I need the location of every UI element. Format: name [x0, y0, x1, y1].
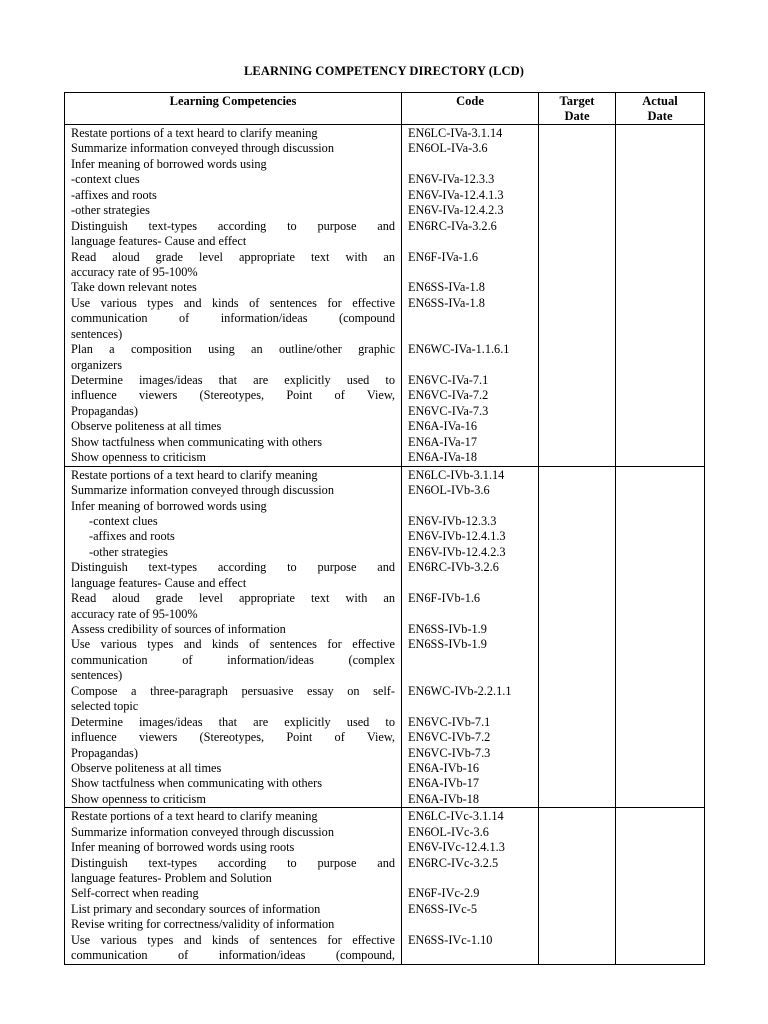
competency-code: EN6RC-IVc-3.2.5 [408, 855, 499, 870]
competency-code [408, 499, 532, 514]
competency-code [408, 327, 532, 342]
target-date-cell [539, 808, 616, 964]
competency-code [408, 576, 532, 591]
competency-line: -context clues [71, 172, 140, 187]
header-target-line-2: Date [564, 109, 590, 123]
learning-competency-table [64, 92, 704, 965]
target-date-cell [539, 466, 616, 808]
competency-code: EN6VC-IVb-7.1 [408, 714, 491, 729]
competency-code: EN6VC-IVa-7.2 [408, 388, 489, 403]
competency-code [408, 653, 532, 668]
competency-line: Determine images/ideas that are explicitly used to [71, 714, 395, 729]
code-cell [402, 466, 539, 808]
competency-line: Distinguish text-types according to purpose and [71, 560, 395, 575]
section-row [65, 466, 705, 808]
competency-code: EN6V-IVa-12.3.3 [408, 172, 495, 187]
competency-code: EN6SS-IVa-1.8 [408, 295, 485, 310]
section-row [65, 125, 705, 467]
competency-code: EN6SS-IVc-1.10 [408, 932, 493, 947]
competency-line: Read aloud grade level appropriate text with an [71, 249, 395, 264]
competencies-cell [65, 466, 402, 808]
competency-code: EN6V-IVb-12.4.2.3 [408, 544, 506, 559]
competency-line: Restate portions of a text heard to clarify meaning [71, 809, 318, 824]
competency-line: Plan a composition using an outline/other graphic [71, 342, 395, 357]
competency-line: communication of information/ideas (complex [71, 652, 395, 667]
competency-code: EN6V-IVa-12.4.1.3 [408, 187, 504, 202]
competency-line: Infer meaning of borrowed words using roots [71, 840, 295, 855]
competency-line: Use various types and kinds of sentences for effective [71, 637, 395, 652]
competency-line: communication of information/ideas (compound [71, 311, 395, 326]
competency-code: EN6F-IVb-1.6 [408, 591, 481, 606]
competency-line: language features- Problem and Solution [71, 871, 272, 885]
competency-line: -affixes and roots [89, 529, 175, 544]
competency-line: Show openness to criticism [71, 450, 206, 465]
competency-code: EN6SS-IVb-1.9 [408, 637, 487, 652]
competency-line: -affixes and roots [71, 187, 157, 202]
competency-code: EN6V-IVc-12.4.1.3 [408, 840, 505, 855]
competency-line: Observe politeness at all times [71, 419, 222, 434]
header-actual-line-2: Date [647, 109, 673, 123]
competency-line: Summarize information conveyed through discussion [71, 483, 334, 498]
competency-code: EN6VC-IVa-7.1 [408, 373, 489, 387]
competency-line: Read aloud grade level appropriate text with an [71, 591, 395, 606]
competency-line: Restate portions of a text heard to clarify meaning [71, 467, 318, 482]
competency-line: Restate portions of a text heard to clarify meaning [71, 126, 318, 140]
competency-code: EN6A-IVb-17 [408, 776, 480, 791]
competency-code: EN6RC-IVb-3.2.6 [408, 560, 499, 575]
competency-code [408, 311, 532, 326]
competency-code: EN6VC-IVb-7.2 [408, 730, 491, 745]
competency-line: List primary and secondary sources of information [71, 901, 321, 916]
competency-code [408, 607, 532, 622]
competency-line: Summarize information conveyed through discussion [71, 824, 334, 839]
competency-code [408, 871, 532, 886]
competency-line: Distinguish text-types according to purpose and [71, 218, 395, 233]
code-cell [402, 808, 539, 964]
competencies-cell [65, 808, 402, 964]
header-code: Code [402, 93, 539, 125]
competency-line: accuracy rate of 95-100% [71, 606, 198, 621]
competency-line: Show openness to criticism [71, 791, 206, 806]
competency-code: EN6LC-IVa-3.1.14 [408, 126, 503, 140]
competency-code [408, 917, 532, 932]
competency-line: Summarize information conveyed through discussion [71, 141, 334, 156]
actual-date-cell [616, 808, 705, 964]
section-row [65, 808, 705, 964]
actual-date-cell [616, 466, 705, 808]
competency-code: EN6WC-IVa-1.1.6.1 [408, 342, 510, 357]
competency-line: language features- Cause and effect [71, 575, 247, 590]
competency-code [408, 948, 532, 963]
competency-code: EN6OL-IVb-3.6 [408, 483, 490, 498]
competency-line: Show tactfulness when communicating with others [71, 776, 323, 791]
competency-line: -other strategies [71, 203, 150, 218]
competency-line: organizers [71, 357, 122, 372]
competency-code: EN6V-IVb-12.4.1.3 [408, 529, 506, 544]
competency-line: Use various types and kinds of sentences for effective [71, 295, 395, 310]
competency-code [408, 358, 532, 373]
competencies-cell [65, 125, 402, 467]
competency-line: Revise writing for correctness/validity of information [71, 917, 335, 932]
competency-line: Use various types and kinds of sentences for effective [71, 932, 395, 947]
competency-line: selected topic [71, 699, 139, 714]
competency-code: EN6SS-IVc-5 [408, 901, 477, 916]
competency-code [408, 699, 532, 714]
competency-line: Observe politeness at all times [71, 760, 222, 775]
competency-code: EN6SS-IVb-1.9 [408, 622, 487, 636]
competency-code: EN6WC-IVb-2.2.1.1 [408, 683, 512, 698]
header-target-date [539, 93, 616, 125]
competency-code: EN6A-IVa-16 [408, 419, 477, 434]
competency-line: Infer meaning of borrowed words using [71, 156, 267, 171]
header-learning-competencies: Learning Competencies [65, 93, 402, 125]
competency-code [408, 234, 532, 249]
competency-line: Infer meaning of borrowed words using [71, 498, 267, 513]
competency-line: accuracy rate of 95-100% [71, 264, 198, 279]
competency-code: EN6LC-IVb-3.1.14 [408, 467, 505, 482]
competency-line: -other strategies [89, 544, 168, 559]
table-header-row [65, 93, 705, 125]
competency-line: communication of information/ideas (compound, [71, 948, 395, 963]
competency-line: influence viewers (Stereotypes, Point of View, [71, 730, 395, 745]
actual-date-cell [616, 125, 705, 467]
competency-code: EN6SS-IVa-1.8 [408, 280, 485, 295]
competency-line: Assess credibility of sources of information [71, 622, 286, 636]
competency-code: EN6A-IVb-18 [408, 791, 480, 806]
competency-line: Propagandas) [71, 403, 138, 418]
competency-line: Propagandas) [71, 745, 138, 760]
header-actual-date [616, 93, 705, 125]
competency-line: Compose a three-paragraph persuasive essay on self- [71, 683, 395, 698]
competency-line: Distinguish text-types according to purpose and [71, 855, 395, 870]
competency-code: EN6OL-IVa-3.6 [408, 141, 488, 156]
competency-code [408, 668, 532, 683]
competency-code: EN6RC-IVa-3.2.6 [408, 218, 497, 233]
competency-code: EN6V-IVb-12.3.3 [408, 513, 497, 528]
header-target-line-1: Target [559, 94, 595, 108]
competency-line: Take down relevant notes [71, 280, 197, 295]
target-date-cell [539, 125, 616, 467]
competency-code: EN6VC-IVb-7.3 [408, 745, 491, 760]
competency-line: language features- Cause and effect [71, 234, 247, 249]
competency-code: EN6OL-IVc-3.6 [408, 824, 489, 839]
competency-line: Self-correct when reading [71, 886, 199, 901]
competency-code: EN6VC-IVa-7.3 [408, 403, 489, 418]
competency-line: sentences) [71, 326, 123, 341]
competency-code [408, 265, 532, 280]
competency-line: -context clues [89, 513, 158, 528]
competency-line: Determine images/ideas that are explicitly used to [71, 373, 395, 387]
header-actual-line-1: Actual [642, 94, 678, 108]
code-cell [402, 125, 539, 467]
competency-code: EN6F-IVa-1.6 [408, 249, 479, 264]
competency-line: Show tactfulness when communicating with others [71, 434, 323, 449]
competency-code [408, 157, 532, 172]
competency-code: EN6V-IVa-12.4.2.3 [408, 203, 504, 218]
document-title: LEARNING COMPETENCY DIRECTORY (LCD) [243, 64, 525, 78]
competency-code: EN6F-IVc-2.9 [408, 886, 480, 901]
competency-line: influence viewers (Stereotypes, Point of View, [71, 388, 395, 403]
competency-code: EN6A-IVa-18 [408, 450, 477, 465]
competency-code: EN6LC-IVc-3.1.14 [408, 809, 504, 824]
competency-line: sentences) [71, 668, 123, 683]
competency-code: EN6A-IVa-17 [408, 434, 477, 449]
table-body [65, 125, 705, 965]
competency-code: EN6A-IVb-16 [408, 760, 480, 775]
